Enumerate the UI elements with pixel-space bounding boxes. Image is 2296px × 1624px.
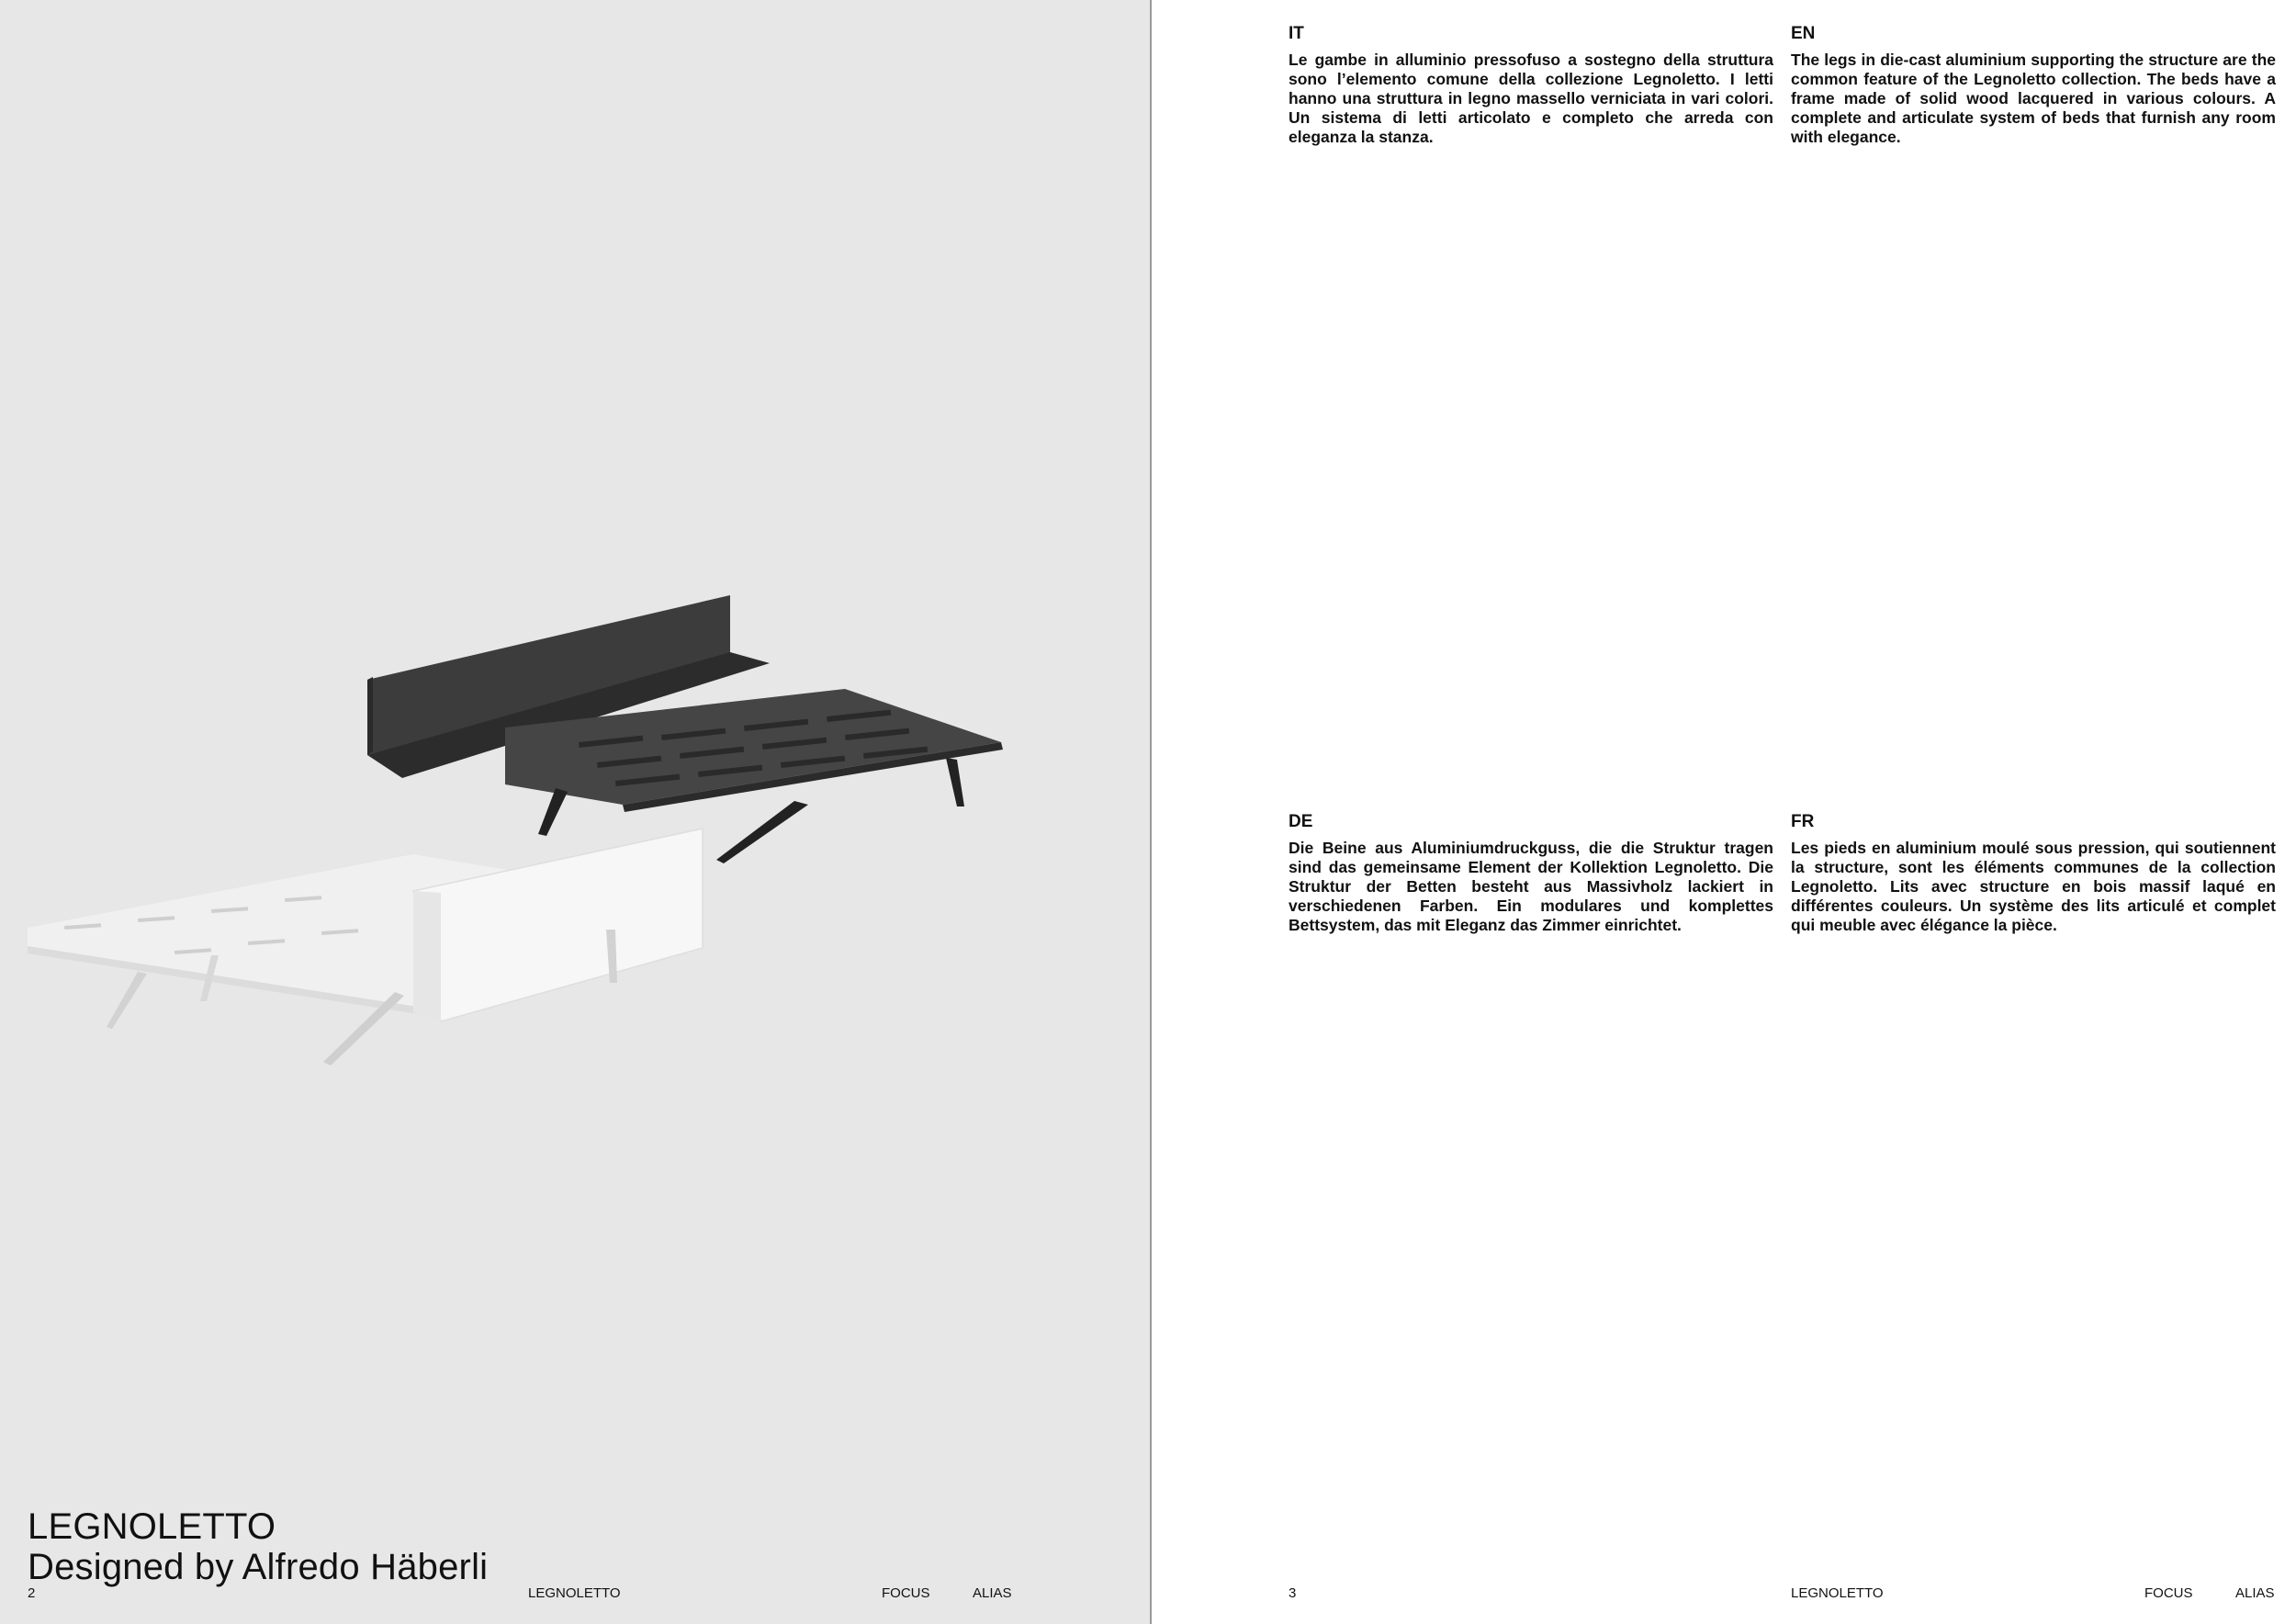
footer-section-left: FOCUS [882,1585,930,1601]
heading-de: DE [1289,812,1313,831]
heading-it: IT [1289,24,1304,43]
text-block-de: Die Beine aus Aluminiumdruckguss, die die Struktur tragen sind das gemeinsame Element der Kollektion Legnoletto. Die Struktur der Betten besteht aus Massivholz lackiert in verschiedenen Farben. Ein modulares und komplettes Bettsystem, das mit Eleganz das Zimmer einrichtet. [1289,839,1773,934]
text-block-en: The legs in die-cast aluminium supporting the structure are the common feature of the Legnoletto collection. The beds have a frame made of solid wood lacquered in various colours. A complete and articulate system of beds that furnish any room with elegance. [1791,51,2276,146]
legnoletto-beds-illustration [28,588,1010,1102]
right-page [1152,0,2296,1624]
collection-title [28,1506,488,1587]
title-line-2-designer: Designed by Alfredo Häberli [28,1547,489,1587]
text-block-it: Le gambe in alluminio pressofuso a sostegno della struttura sono l’elemento comune della collezione Legnoletto. I letti hanno una struttura in legno massello verniciata in vari colori. Un sistema di letti articolato e completo che arreda con eleganza la stanza. [1289,51,1773,146]
footer-collection-left: LEGNOLETTO [528,1585,621,1601]
page-number-left: 2 [28,1585,36,1601]
footer-brand-left: ALIAS [973,1585,1012,1601]
heading-en: EN [1791,24,1816,43]
title-line-1: LEGNOLETTO [28,1506,276,1547]
page-number-right: 3 [1289,1585,1297,1601]
footer-brand-right: ALIAS [2235,1585,2275,1601]
text-block-fr: Les pieds en aluminium moulé sous pression, qui soutiennent la structure, sont les éléments communes de la collection Legnoletto. Lits avec structure en bois massif laqué en différentes couleurs. Un système des lits articulé et complet qui meuble avec élégance la pièce. [1791,839,2276,934]
dark-bed [367,595,1003,863]
footer-section-right: FOCUS [2144,1585,2193,1601]
light-bed [28,829,703,1066]
heading-fr: FR [1791,812,1815,831]
footer-collection-right: LEGNOLETTO [1791,1585,1884,1601]
